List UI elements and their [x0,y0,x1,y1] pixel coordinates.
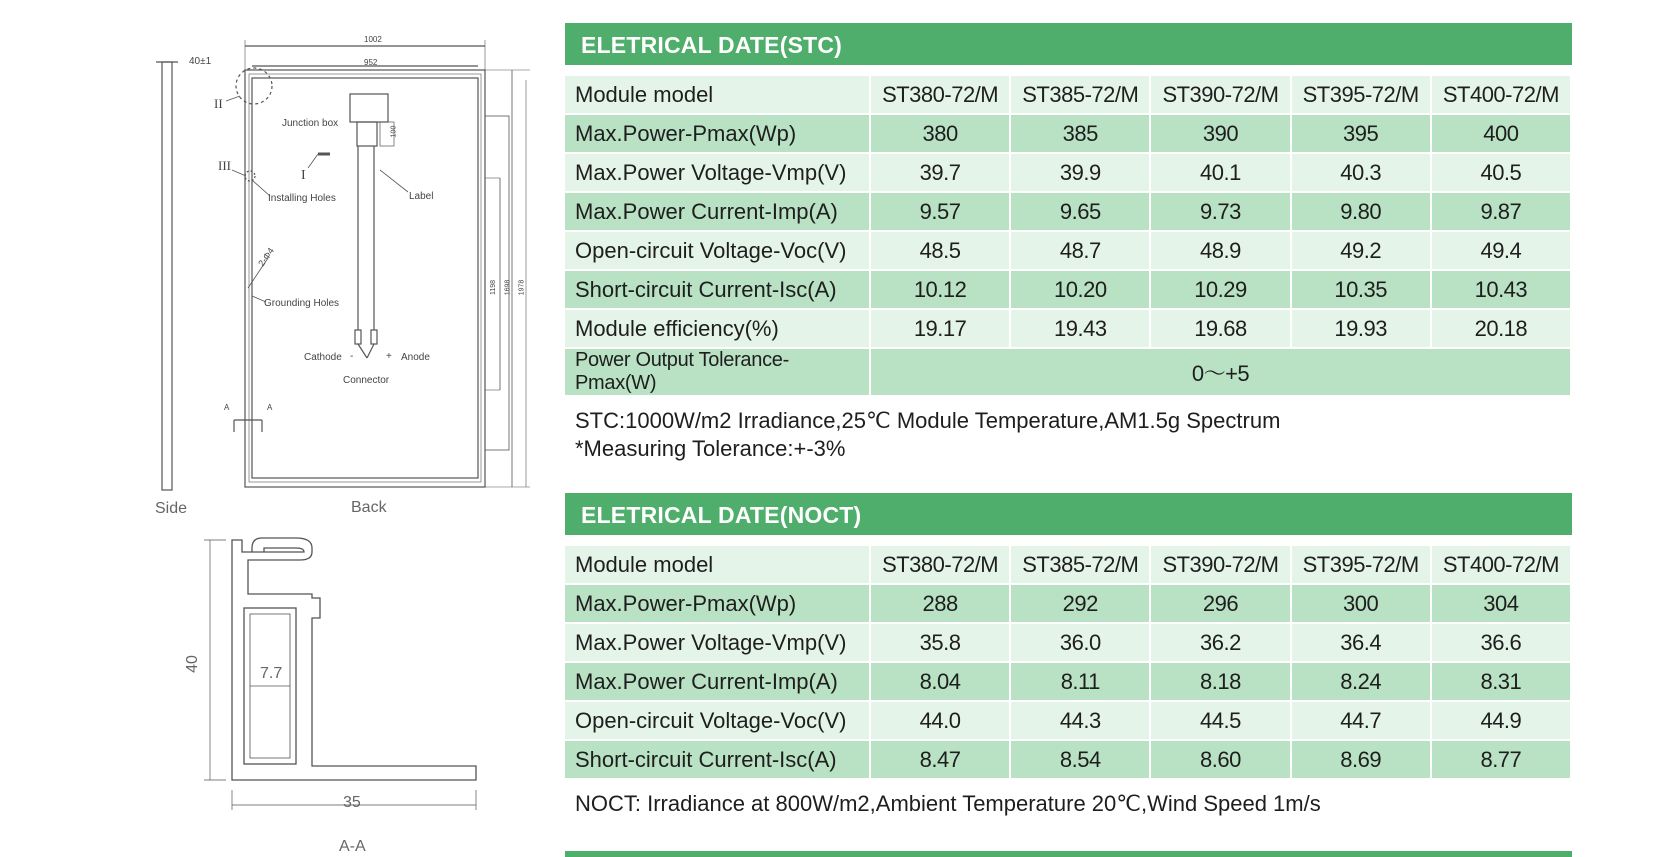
row-label: Short-circuit Current-Isc(A) [565,741,871,780]
table-row [565,232,1572,271]
section-mark-a2: A [267,403,273,412]
cell: 9.65 [1011,193,1151,232]
profile-height-dim: 40 [183,655,201,673]
side-width-dim: 40±1 [189,56,212,67]
frame-profile-drawing [0,0,560,857]
cell: 8.60 [1151,741,1291,780]
row-label: Max.Power Voltage-Vmp(V) [565,624,871,663]
stc-model-4: ST395-72/M [1292,76,1432,115]
inner-width-dim: 952 [364,58,378,67]
stc-title-bar: ELETRICAL DATE(STC) [565,23,1572,65]
total-width-dim: 1002 [364,35,382,44]
stc-model-1: ST380-72/M [871,76,1011,115]
detail-ii-label: II [214,96,223,111]
noct-model-2: ST385-72/M [1011,546,1151,585]
cell: 36.6 [1432,624,1572,663]
noct-model-5: ST400-72/M [1432,546,1572,585]
stc-model-5: ST400-72/M [1432,76,1572,115]
cell: 8.11 [1011,663,1151,702]
cell: 300 [1292,585,1432,624]
cell: 44.0 [871,702,1011,741]
cell: 44.7 [1292,702,1432,741]
label-tag: Label [409,191,434,202]
cell: 19.68 [1151,310,1291,349]
cell: 8.24 [1292,663,1432,702]
stc-header-row [565,76,1572,115]
cell: 288 [871,585,1011,624]
dim-1198: 1198 [490,279,498,296]
connector-label: Connector [343,375,390,386]
cell: 44.3 [1011,702,1151,741]
noct-model-3: ST390-72/M [1151,546,1291,585]
cell: 9.87 [1432,193,1572,232]
noct-section [565,493,1572,818]
cell: 40.3 [1292,154,1432,193]
table-row [565,702,1572,741]
cell: 9.57 [871,193,1011,232]
noct-note-conditions: NOCT: Irradiance at 800W/m2,Ambient Temperature 20℃,Wind Speed 1m/s [575,791,1321,816]
stc-section [565,23,1572,463]
junction-box-label: Junction box [282,118,339,129]
stc-model-3: ST390-72/M [1151,76,1291,115]
profile-inner-dim: 7.7 [260,665,283,682]
tolerance-value: 0～+5 [871,349,1572,397]
cell: 48.7 [1011,232,1151,271]
noct-model-1: ST380-72/M [871,546,1011,585]
cell: 19.93 [1292,310,1432,349]
cell: 8.47 [871,741,1011,780]
table-row [565,310,1572,349]
profile-width-dim: 35 [343,794,361,811]
row-label: Max.Power Current-Imp(A) [565,193,871,232]
stc-table [565,76,1572,397]
cell: 390 [1151,115,1291,154]
profile-caption: A-A [339,838,366,855]
cell: 40.1 [1151,154,1291,193]
table-row [565,741,1572,780]
cell: 36.0 [1011,624,1151,663]
cell: 385 [1011,115,1151,154]
stc-note-conditions: STC:1000W/m2 Irradiance,25℃ Module Temperature,AM1.5g Spectrum [575,408,1281,433]
section-mark-a1: A [224,403,230,412]
cell: 49.4 [1432,232,1572,271]
row-label: Module efficiency(%) [565,310,871,349]
table-row [565,115,1572,154]
hole-spec: 2-Φ4 [256,245,276,269]
junction-box-size: 100 [390,125,398,138]
table-row [565,193,1572,232]
cell: 19.17 [871,310,1011,349]
dim-1978: 1978 [518,279,526,296]
row-label: Max.Power-Pmax(Wp) [565,585,871,624]
noct-table [565,546,1572,780]
row-label: Max.Power Voltage-Vmp(V) [565,154,871,193]
table-row [565,624,1572,663]
table-row [565,585,1572,624]
cell: 44.5 [1151,702,1291,741]
cell: 36.4 [1292,624,1432,663]
cell: 48.9 [1151,232,1291,271]
cell: 39.9 [1011,154,1151,193]
cell: 36.2 [1151,624,1291,663]
cell: 395 [1292,115,1432,154]
plus-sign: + [386,351,392,362]
back-caption: Back [351,499,387,516]
cell: 8.77 [1432,741,1572,780]
cell: 10.20 [1011,271,1151,310]
row-label: Max.Power Current-Imp(A) [565,663,871,702]
cell: 35.8 [871,624,1011,663]
row-label: Short-circuit Current-Isc(A) [565,271,871,310]
dim-1698: 1698 [504,279,512,296]
cell: 304 [1432,585,1572,624]
grounding-holes-label: Grounding Holes [264,298,340,309]
cell: 39.7 [871,154,1011,193]
cell: 49.2 [1292,232,1432,271]
module-drawing [0,0,560,857]
stc-header-label: Module model [565,76,871,115]
tolerance-label: Power Output Tolerance-Pmax(W) [565,349,871,397]
table-row [565,154,1572,193]
row-label: Open-circuit Voltage-Voc(V) [565,232,871,271]
detail-iii-label: III [218,158,231,173]
tolerance-row [565,349,1572,397]
side-caption: Side [155,500,188,517]
next-section-bar [565,851,1572,857]
cathode-label: Cathode [304,352,342,363]
table-row [565,663,1572,702]
cell: 292 [1011,585,1151,624]
cell: 10.35 [1292,271,1432,310]
cell: 19.43 [1011,310,1151,349]
noct-title-bar: ELETRICAL DATE(NOCT) [565,493,1572,535]
noct-header-row [565,546,1572,585]
cell: 48.5 [871,232,1011,271]
stc-note-tolerance: *Measuring Tolerance:+-3% [575,436,846,461]
detail-i-label: I [301,168,306,183]
cell: 10.29 [1151,271,1291,310]
cell: 8.04 [871,663,1011,702]
cell: 296 [1151,585,1291,624]
row-label: Open-circuit Voltage-Voc(V) [565,702,871,741]
row-label: Max.Power-Pmax(Wp) [565,115,871,154]
installing-holes-label: Installing Holes [268,193,336,204]
cell: 9.80 [1292,193,1432,232]
cell: 380 [871,115,1011,154]
noct-header-label: Module model [565,546,871,585]
cell: 8.54 [1011,741,1151,780]
cell: 20.18 [1432,310,1572,349]
minus-sign: - [350,351,354,362]
anode-label: Anode [401,352,430,363]
cell: 8.18 [1151,663,1291,702]
cell: 8.31 [1432,663,1572,702]
cell: 10.12 [871,271,1011,310]
cell: 400 [1432,115,1572,154]
noct-model-4: ST395-72/M [1292,546,1432,585]
cell: 8.69 [1292,741,1432,780]
stc-model-2: ST385-72/M [1011,76,1151,115]
cell: 9.73 [1151,193,1291,232]
table-row [565,271,1572,310]
cell: 10.43 [1432,271,1572,310]
cell: 44.9 [1432,702,1572,741]
cell: 40.5 [1432,154,1572,193]
